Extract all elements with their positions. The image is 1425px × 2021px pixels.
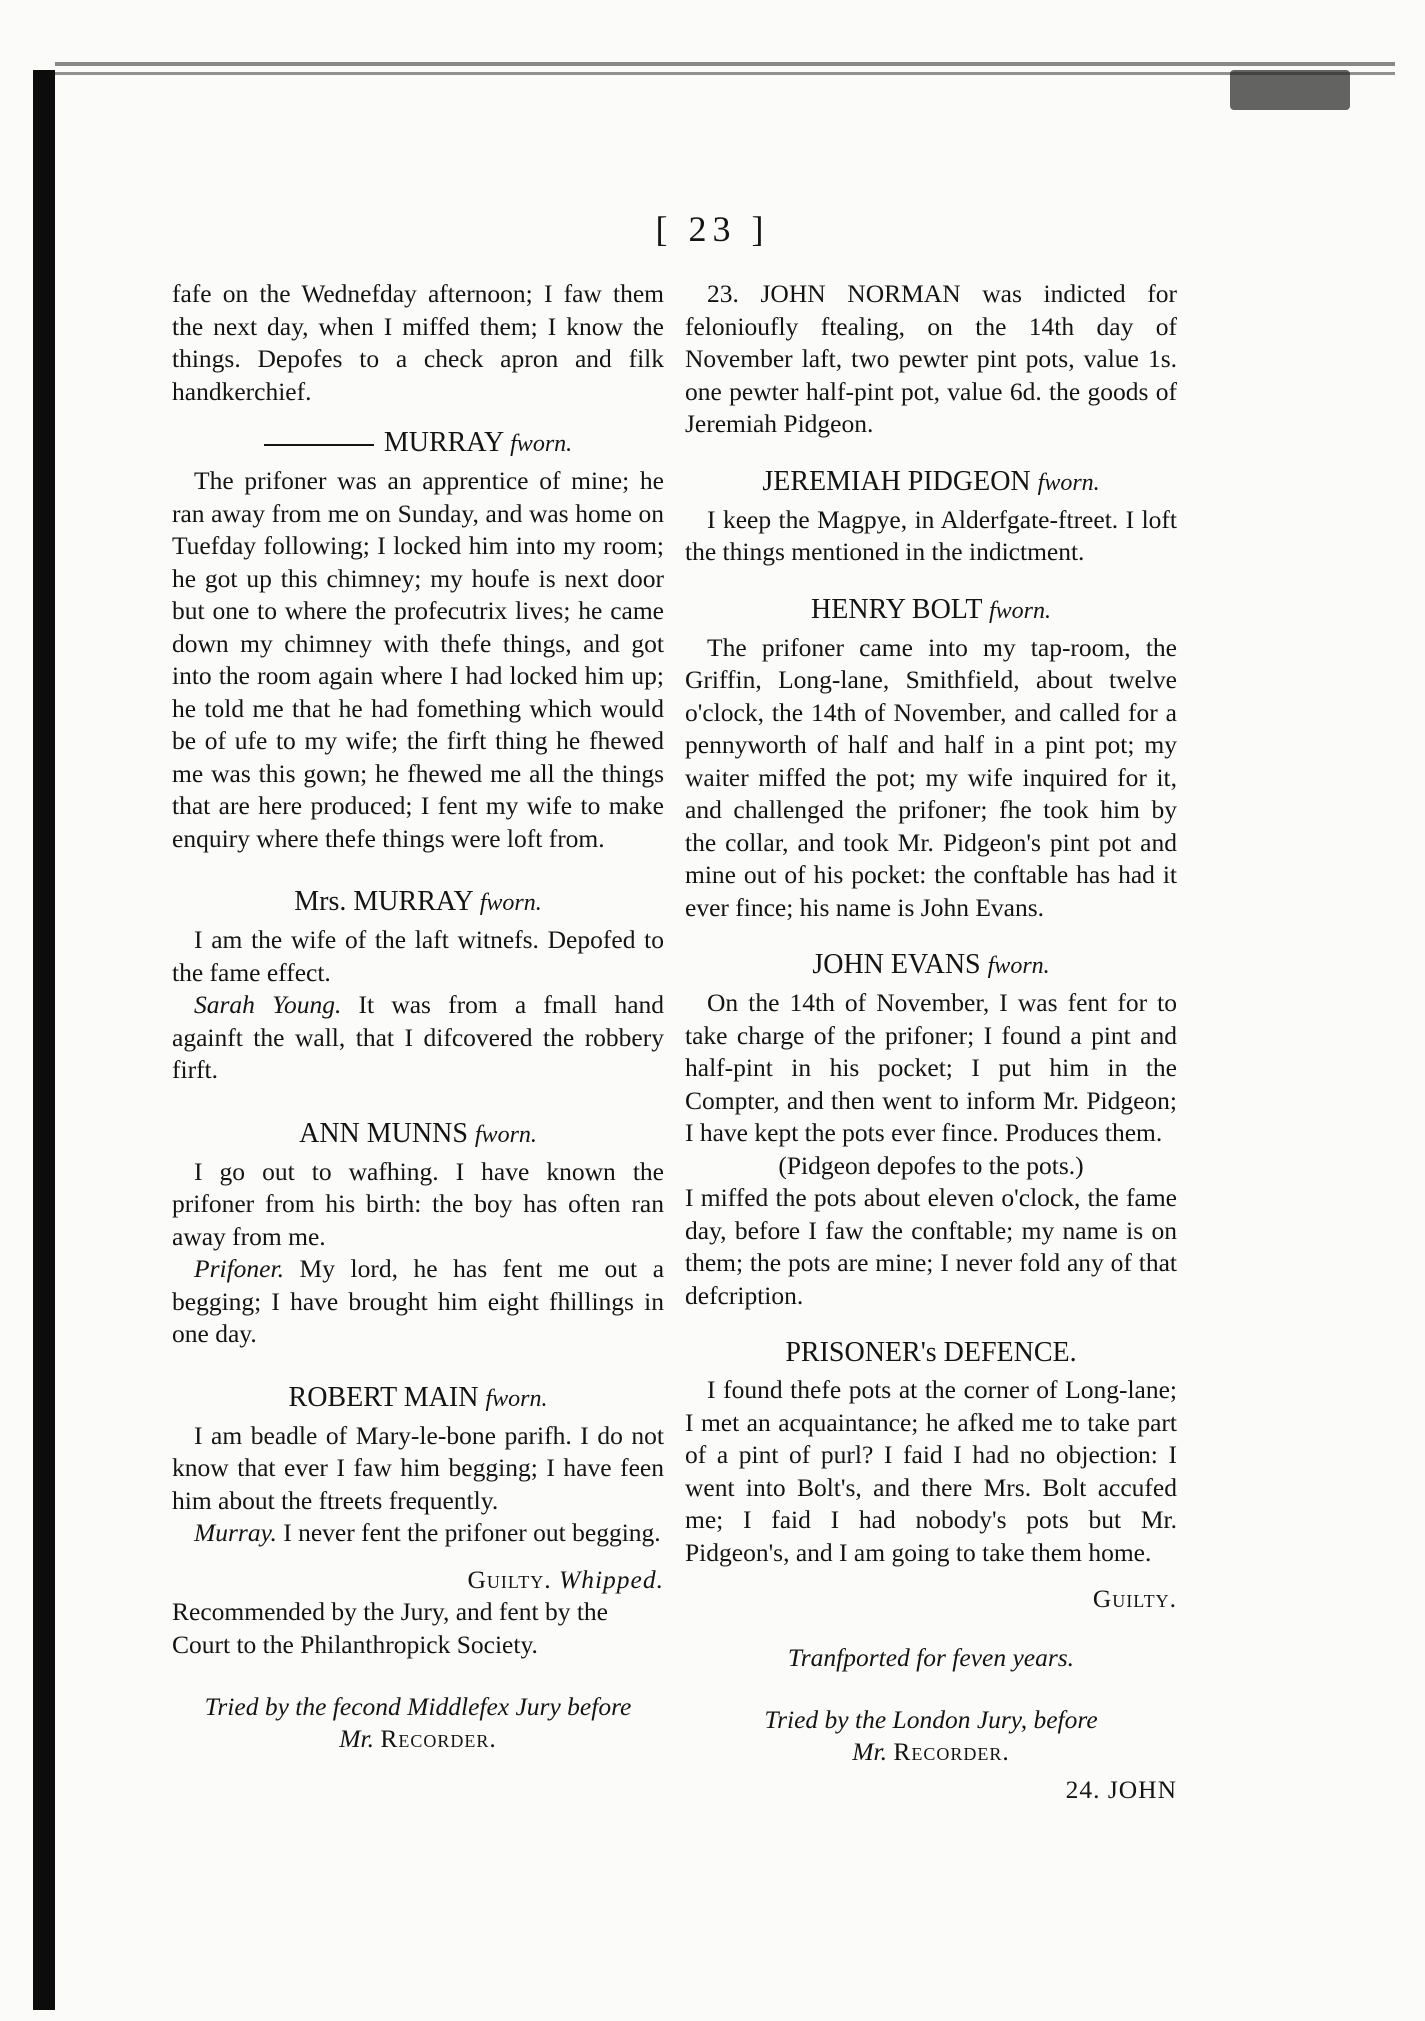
witness-heading-jeremiah-pidgeon: JEREMIAH PIDGEON fworn.	[762, 465, 1100, 497]
indictment-norman: 23. JOHN NORMAN was indicted for felonioufly ftealing, on the 14th day of November laft, two pewter pint pots, value 1s. one pewter half-pint pot, value 6d. the goods of Jeremiah Pidgeon.	[685, 279, 1177, 438]
trial-attribution-right: Tried by the London Jury, before Mr. Recorder.	[764, 1705, 1098, 1766]
testimony-robert-main: I am beadle of Mary-le-bone parifh. I do not know that ever I faw him begging; I have feen him about the ftreets frequently.	[172, 1420, 664, 1515]
testimony-jeremiah-pidgeon: I keep the Magpye, in Alderfgate-ftreet. I loft the things mentioned in the indictment.	[685, 504, 1177, 566]
right-column	[685, 278, 1177, 1807]
name-rule	[264, 444, 374, 446]
left-column	[172, 278, 664, 1755]
corner-blot	[1230, 70, 1350, 110]
witness-heading-murray: MURRAY fworn.	[172, 426, 664, 461]
trial-attribution-left: Tried by the fecond Middlefex Jury before Mr. Recorder.	[204, 1692, 632, 1753]
witness-heading-robert-main: ROBERT MAIN fworn.	[288, 1381, 548, 1413]
witness-heading-ann-munns: ANN MUNNS fworn.	[299, 1117, 537, 1149]
witness-heading-henry-bolt: HENRY BOLT fworn.	[811, 593, 1051, 625]
witness-heading-john-evans: JOHN EVANS fworn.	[812, 949, 1050, 980]
testimony-sarah-young: Sarah Young. It was from a fmall hand againft the wall, that I difcovered the robbery firft.	[172, 990, 665, 1084]
jury-recommendation: Recommended by the Jury, and fent by the Court to the Philanthropick Society.	[172, 1597, 608, 1659]
page-number: [ 23 ]	[655, 209, 770, 249]
prisoner-defence-heading: PRISONER's DEFENCE.	[785, 1337, 1077, 1368]
catchword: 24. JOHN	[1065, 1775, 1177, 1804]
testimony-ann-munns: I go out to wafhing. I have known the prifoner from his birth: the boy has often ran away from me.	[172, 1156, 664, 1251]
top-edge-artifact	[55, 62, 1395, 88]
testimony-mrs-murray: I am the wife of the laft witnefs. Depofed to the fame effect.	[172, 925, 664, 987]
testimony-missed-pots: I miffed the pots about eleven o'clock, the fame day, before I faw the conftable; my name is on them; the pots are mine; I never fold any of that defcription.	[685, 1183, 1177, 1310]
sentence-transported: Tranfported for feven years.	[787, 1642, 1075, 1672]
verdict-guilty-whipped: Guilty. Whipped.	[467, 1564, 664, 1594]
testimony-john-evans: On the 14th of November, I was fent for to take charge of the prifoner; I found a pint and half-pint in his pocket; I put him in the Compter, and then went to inform Mr. Pidgeon; I have kept the pots ever fince. Produces them.	[685, 988, 1177, 1147]
book-spine-shadow	[33, 70, 55, 2010]
verdict-guilty: Guilty.	[1092, 1584, 1177, 1613]
pidgeon-note: (Pidgeon depofes to the pots.)	[778, 1150, 1084, 1180]
witness-heading-mrs-murray: Mrs. MURRAY fworn.	[294, 886, 542, 917]
paragraph-continuation: fafe on the Wednefday afternoon; I faw them the next day, when I miffed them; I know the things. Depofes to a check apron and filk handkerchief.	[172, 279, 664, 406]
testimony-prisoner: Prifoner. My lord, he has fent me out a begging; I have brought him eight fhillings in one day.	[172, 1254, 665, 1348]
testimony-murray: The prifoner was an apprentice of mine; he ran away from me on Sunday, and was home on Tuefday following; I locked him into my room; he got up this chimney; my houfe is next door but one to where the profecutrix lives; he came down my chimney with thefe things, and got into the room again where I had locked him up; he told me that he had fomething which would be of ufe to my wife; the firft thing he fhewed me was this gown; he fhewed me all the things that are here produced; I fent my wife to make enquiry where thefe things were loft from.	[172, 466, 664, 853]
testimony-henry-bolt: The prifoner came into my tap-room, the Griffin, Long-lane, Smithfield, about twelve o'clock, the 14th of November, and called for a pennyworth of half and half in a pint pot; my waiter miffed the pot; my wife inquired for it, and challenged the prifoner; fhe took him by the collar, and took Mr. Pidgeon's pint pot and mine out of his pocket: the conftable has had it ever fince; his name is John Evans.	[685, 632, 1177, 922]
testimony-murray-2: Murray. I never fent the prifoner out begging.	[194, 1518, 661, 1547]
prisoner-defence-text: I found thefe pots at the corner of Long-lane; I met an acquaintance; he afked me to take part of a pint of purl? I faid I had no objection: I went into Bolt's, and there Mrs. Bolt accufed me; I faid I had nobody's pots but Mr. Pidgeon's, and I am going to take them home.	[685, 1375, 1177, 1567]
